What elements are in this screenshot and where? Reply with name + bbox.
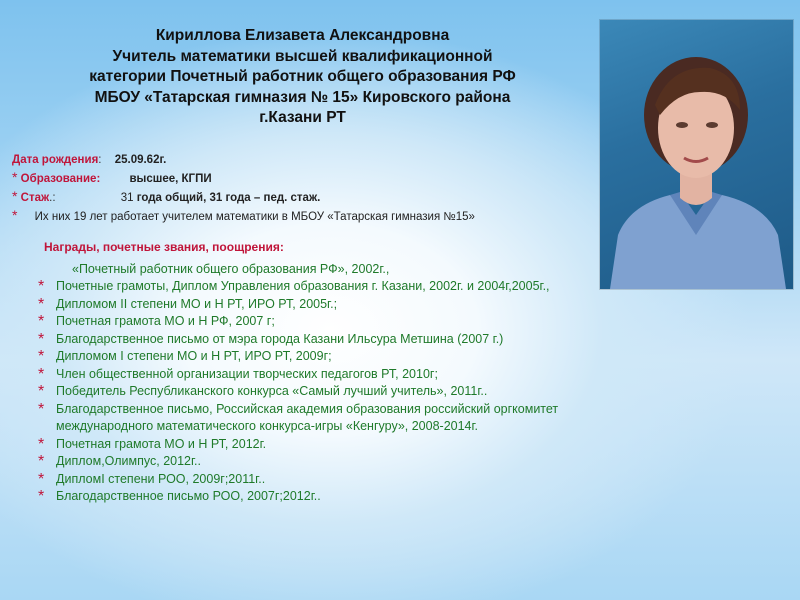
experience-value: года общий, 31 года – пед. стаж. — [136, 192, 321, 204]
award-text: Диплом,Олимпус, 2012г.. — [56, 454, 201, 468]
list-item — [38, 331, 698, 349]
bullet-star-icon: * — [12, 188, 18, 204]
list-item — [38, 401, 698, 436]
birth-date-label: Дата рождения — [12, 154, 99, 166]
list-item — [38, 313, 698, 331]
experience-number: 31 — [120, 192, 134, 204]
award-text: Почетная грамота МО и Н РФ, 2007 г; — [56, 314, 275, 328]
portrait-photo — [600, 20, 793, 289]
math-teaching-row — [12, 207, 475, 226]
teacher-header — [30, 26, 575, 129]
bullet-star-icon: * — [38, 488, 45, 505]
math-teaching-text: Их них 19 лет работает учителем математики в МБОУ «Татарская гимназия №15» — [34, 211, 475, 223]
award-text-continued: международного математического конкурса-игры «Кенгуру», 2008-2014г. — [56, 419, 479, 433]
header-school: МБОУ «Татарская гимназия № 15» Кировского района — [94, 88, 511, 106]
list-item — [38, 471, 698, 489]
header-position: Учитель математики высшей квалификационной — [112, 47, 493, 65]
list-item — [38, 296, 698, 314]
experience-colon: .: — [49, 192, 56, 204]
award-text: Благодарственное письмо от мэра города Казани Ильсура Метшина (2007 г.) — [56, 331, 504, 346]
education-row — [12, 169, 475, 188]
list-item — [38, 278, 698, 296]
award-text: Почетные грамоты, Диплом Управления образования г. Казани, 2002г. и 2004г,2005г., — [56, 279, 550, 293]
list-item — [38, 488, 698, 506]
bullet-star-icon: * — [12, 169, 18, 185]
award-text: Благодарственное письмо, Российская академия образования российский оргкомитет — [56, 401, 559, 416]
list-item — [38, 366, 698, 384]
bullet-star-icon: * — [12, 207, 18, 223]
bullet-star-icon: * — [38, 295, 45, 313]
bullet-star-icon: * — [38, 278, 45, 295]
education-label: Образование: — [20, 173, 101, 185]
bullet-star-icon: * — [38, 365, 45, 383]
award-text: ДипломI степени РОО, 2009г;2011г.. — [56, 471, 266, 486]
awards-title: Награды, почетные звания, поощрения: — [44, 240, 284, 254]
personal-facts — [12, 152, 475, 226]
bullet-star-icon: * — [38, 313, 45, 330]
award-text: Почетная грамота МО и Н РТ, 2012г. — [56, 436, 267, 451]
experience-label: Стаж — [20, 192, 50, 204]
bullet-star-icon: * — [38, 453, 45, 470]
bullet-star-icon: * — [38, 470, 45, 488]
education-value: высшее, КГПИ — [129, 173, 212, 185]
award-text: Член общественной организации творческих педагогов РТ, 2010г; — [56, 366, 438, 381]
birth-date-colon: : — [98, 154, 102, 166]
bullet-star-icon: * — [38, 383, 45, 400]
list-item — [38, 453, 698, 471]
header-city: г.Казани РТ — [259, 109, 346, 126]
header-name: Кириллова Елизавета Александровна — [155, 27, 450, 44]
portrait-icon — [600, 20, 793, 289]
header-category: категории Почетный работник общего образования РФ — [89, 68, 516, 85]
experience-row — [12, 188, 475, 207]
award-text: Дипломом II степени МО и Н РТ, ИРО РТ, 2005г.; — [56, 296, 338, 311]
bullet-star-icon: * — [38, 400, 45, 418]
bullet-star-icon: * — [38, 348, 45, 365]
bullet-star-icon: * — [38, 330, 45, 348]
list-item — [38, 348, 698, 366]
award-text: Победитель Республиканского конкурса «Самый лучший учитель», 2011г.. — [56, 384, 488, 398]
list-item — [38, 436, 698, 454]
bullet-star-icon: * — [38, 435, 45, 453]
award-text: Благодарственное письмо РОО, 2007г;2012г.. — [56, 489, 321, 503]
birth-date-row — [12, 152, 475, 169]
awards-list — [38, 278, 698, 506]
birth-date-value: 25.09.62г. — [114, 154, 167, 166]
award-text: Дипломом I степени МО и Н РТ, ИРО РТ, 2009г; — [56, 349, 332, 363]
list-item — [38, 383, 698, 401]
award-honorary-worker: «Почетный работник общего образования РФ», 2002г., — [72, 262, 390, 276]
